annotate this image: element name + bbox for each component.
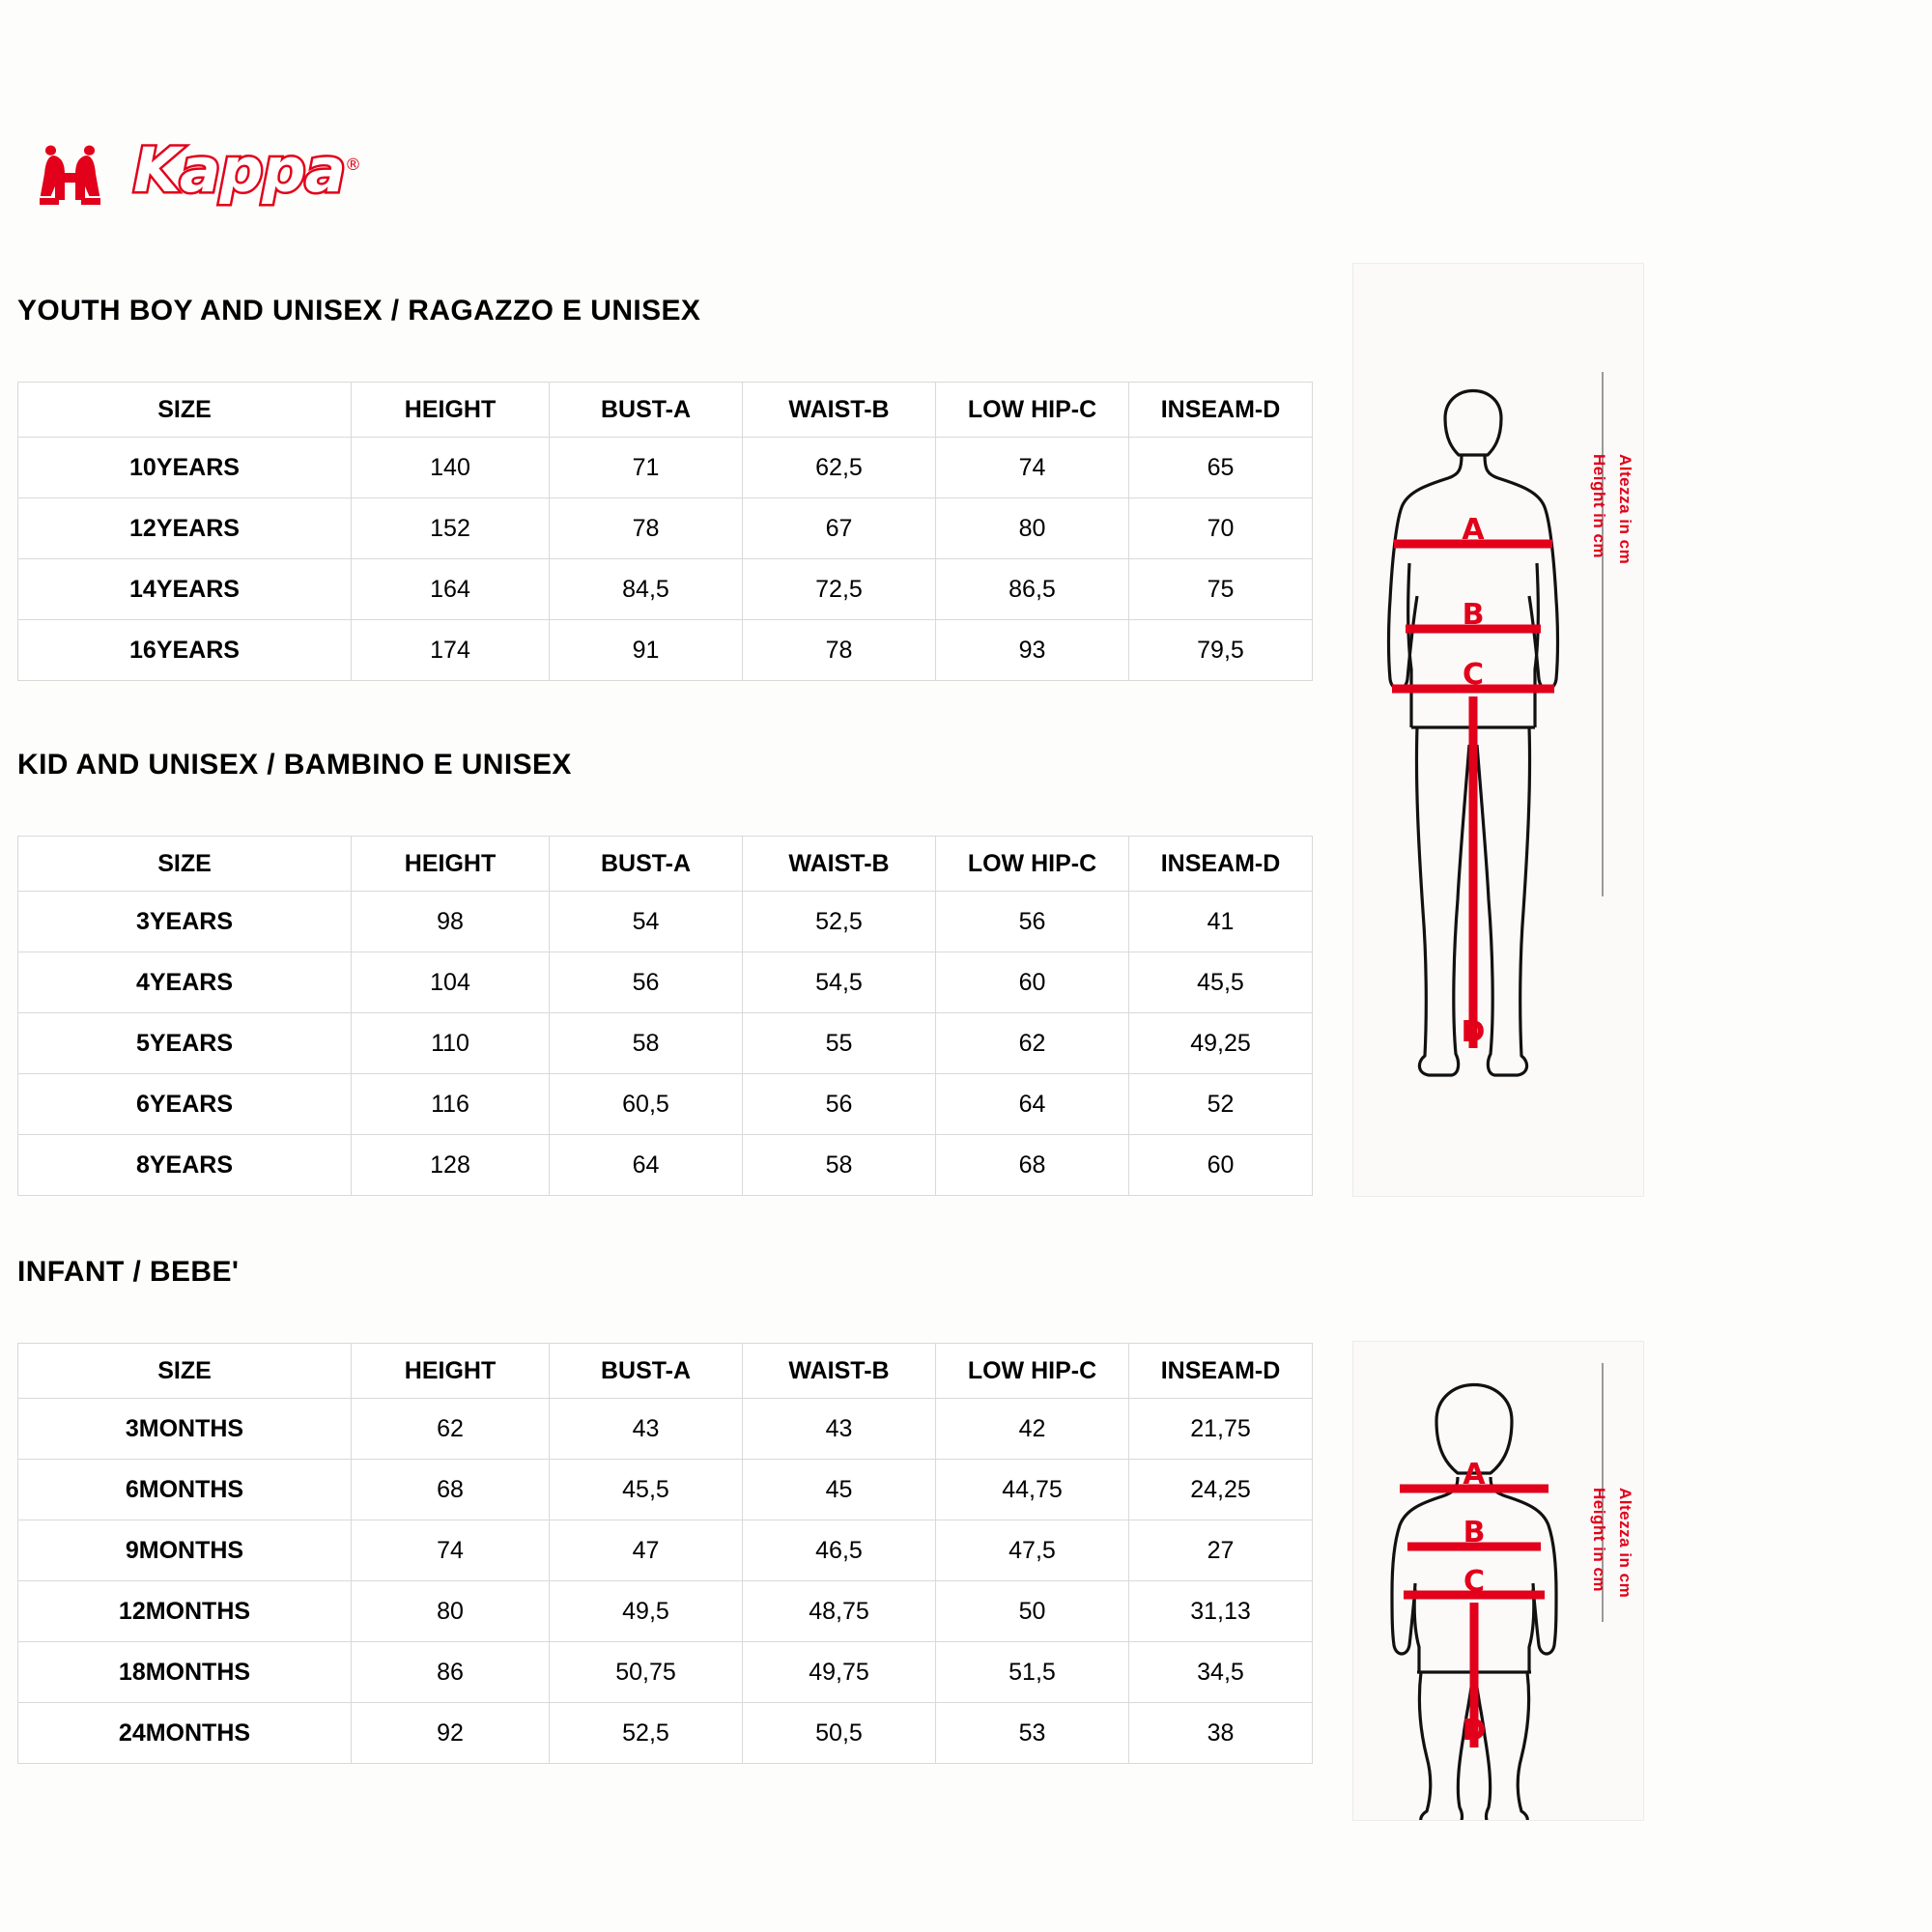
cell-lowhip: 74 — [936, 438, 1129, 498]
cell-waist: 45 — [743, 1460, 936, 1520]
marker-b: B — [1463, 1516, 1486, 1549]
cell-lowhip: 44,75 — [936, 1460, 1129, 1520]
cell-bust: 49,5 — [550, 1581, 743, 1642]
cell-size: 6MONTHS — [18, 1460, 352, 1520]
table-row — [18, 1399, 1313, 1460]
table-row — [18, 1135, 1313, 1196]
cell-size: 3YEARS — [18, 892, 352, 952]
figure-panel-youth — [1352, 263, 1644, 1197]
cell-waist: 67 — [743, 498, 936, 559]
column-header-inseam: INSEAM-D — [1129, 383, 1313, 438]
cell-lowhip: 50 — [936, 1581, 1129, 1642]
cell-height: 86 — [352, 1642, 550, 1703]
cell-waist: 62,5 — [743, 438, 936, 498]
column-header-inseam: INSEAM-D — [1129, 1344, 1313, 1399]
cell-bust: 56 — [550, 952, 743, 1013]
cell-inseam: 49,25 — [1129, 1013, 1313, 1074]
cell-inseam: 24,25 — [1129, 1460, 1313, 1520]
column-header-lowhip: LOW HIP-C — [936, 1344, 1129, 1399]
column-header-waist: WAIST-B — [743, 383, 936, 438]
cell-lowhip: 86,5 — [936, 559, 1129, 620]
column-header-bust: BUST-A — [550, 383, 743, 438]
cell-height: 110 — [352, 1013, 550, 1074]
column-header-height: HEIGHT — [352, 1344, 550, 1399]
cell-bust: 78 — [550, 498, 743, 559]
cell-waist: 48,75 — [743, 1581, 936, 1642]
column-header-size: SIZE — [18, 383, 352, 438]
cell-bust: 71 — [550, 438, 743, 498]
marker-d: D — [1461, 1015, 1486, 1049]
size-table-kid — [17, 836, 1313, 1196]
cell-bust: 43 — [550, 1399, 743, 1460]
column-header-size: SIZE — [18, 1344, 352, 1399]
cell-bust: 47 — [550, 1520, 743, 1581]
cell-lowhip: 80 — [936, 498, 1129, 559]
table-header-row — [18, 1344, 1313, 1399]
column-header-height: HEIGHT — [352, 383, 550, 438]
cell-inseam: 21,75 — [1129, 1399, 1313, 1460]
cell-height: 140 — [352, 438, 550, 498]
cell-size: 24MONTHS — [18, 1703, 352, 1764]
cell-lowhip: 53 — [936, 1703, 1129, 1764]
cell-height: 164 — [352, 559, 550, 620]
cell-lowhip: 68 — [936, 1135, 1129, 1196]
marker-b: B — [1462, 598, 1485, 632]
section-title-infant: INFANT / BEBE' — [17, 1256, 240, 1288]
height-label-it-infant: Altezza in cm — [1616, 1488, 1634, 1599]
cell-size: 4YEARS — [18, 952, 352, 1013]
cell-inseam: 34,5 — [1129, 1642, 1313, 1703]
cell-bust: 91 — [550, 620, 743, 681]
cell-lowhip: 64 — [936, 1074, 1129, 1135]
kappa-omini-logo-icon — [17, 135, 124, 205]
cell-waist: 49,75 — [743, 1642, 936, 1703]
cell-waist: 58 — [743, 1135, 936, 1196]
cell-height: 128 — [352, 1135, 550, 1196]
column-header-height: HEIGHT — [352, 837, 550, 892]
table-header-row — [18, 383, 1313, 438]
table-row — [18, 1074, 1313, 1135]
table-row — [18, 438, 1313, 498]
brand-logo — [17, 135, 360, 205]
registered-mark: ® — [345, 155, 361, 175]
cell-lowhip: 56 — [936, 892, 1129, 952]
cell-lowhip: 93 — [936, 620, 1129, 681]
column-header-waist: WAIST-B — [743, 1344, 936, 1399]
table-row — [18, 1642, 1313, 1703]
cell-inseam: 75 — [1129, 559, 1313, 620]
cell-height: 174 — [352, 620, 550, 681]
cell-size: 14YEARS — [18, 559, 352, 620]
cell-inseam: 41 — [1129, 892, 1313, 952]
cell-waist: 78 — [743, 620, 936, 681]
cell-lowhip: 51,5 — [936, 1642, 1129, 1703]
cell-waist: 72,5 — [743, 559, 936, 620]
brand-name: Kappa — [133, 134, 346, 206]
column-header-size: SIZE — [18, 837, 352, 892]
cell-bust: 45,5 — [550, 1460, 743, 1520]
cell-size: 3MONTHS — [18, 1399, 352, 1460]
cell-size: 5YEARS — [18, 1013, 352, 1074]
table-row — [18, 559, 1313, 620]
height-label-en-youth: Height in cm — [1590, 454, 1608, 559]
cell-size: 10YEARS — [18, 438, 352, 498]
table-row — [18, 498, 1313, 559]
cell-height: 152 — [352, 498, 550, 559]
cell-inseam: 38 — [1129, 1703, 1313, 1764]
column-header-waist: WAIST-B — [743, 837, 936, 892]
table-row — [18, 952, 1313, 1013]
cell-inseam: 31,13 — [1129, 1581, 1313, 1642]
cell-size: 12MONTHS — [18, 1581, 352, 1642]
cell-lowhip: 47,5 — [936, 1520, 1129, 1581]
cell-waist: 56 — [743, 1074, 936, 1135]
cell-bust: 84,5 — [550, 559, 743, 620]
height-label-it-youth: Altezza in cm — [1616, 454, 1634, 565]
cell-height: 74 — [352, 1520, 550, 1581]
cell-bust: 54 — [550, 892, 743, 952]
table-row — [18, 1581, 1313, 1642]
cell-bust: 50,75 — [550, 1642, 743, 1703]
column-header-lowhip: LOW HIP-C — [936, 383, 1129, 438]
section-title-youth: YOUTH BOY AND UNISEX / RAGAZZO E UNISEX — [17, 295, 701, 327]
table-row — [18, 892, 1313, 952]
cell-inseam: 45,5 — [1129, 952, 1313, 1013]
cell-height: 62 — [352, 1399, 550, 1460]
cell-height: 80 — [352, 1581, 550, 1642]
cell-bust: 60,5 — [550, 1074, 743, 1135]
cell-bust: 58 — [550, 1013, 743, 1074]
size-table-infant — [17, 1343, 1313, 1764]
cell-inseam: 70 — [1129, 498, 1313, 559]
cell-size: 6YEARS — [18, 1074, 352, 1135]
cell-bust: 52,5 — [550, 1703, 743, 1764]
cell-inseam: 79,5 — [1129, 620, 1313, 681]
cell-waist: 52,5 — [743, 892, 936, 952]
marker-c: C — [1463, 1565, 1486, 1599]
size-table-youth — [17, 382, 1313, 681]
section-title-kid: KID AND UNISEX / BAMBINO E UNISEX — [17, 749, 572, 781]
cell-inseam: 65 — [1129, 438, 1313, 498]
column-header-bust: BUST-A — [550, 1344, 743, 1399]
cell-size: 12YEARS — [18, 498, 352, 559]
column-header-lowhip: LOW HIP-C — [936, 837, 1129, 892]
cell-waist: 55 — [743, 1013, 936, 1074]
column-header-bust: BUST-A — [550, 837, 743, 892]
youth-body-measurement-figure — [1353, 264, 1643, 1196]
cell-height: 116 — [352, 1074, 550, 1135]
cell-size: 16YEARS — [18, 620, 352, 681]
table-row — [18, 620, 1313, 681]
cell-lowhip: 42 — [936, 1399, 1129, 1460]
cell-size: 18MONTHS — [18, 1642, 352, 1703]
marker-c: C — [1462, 658, 1485, 692]
cell-lowhip: 62 — [936, 1013, 1129, 1074]
cell-inseam: 27 — [1129, 1520, 1313, 1581]
cell-inseam: 60 — [1129, 1135, 1313, 1196]
cell-lowhip: 60 — [936, 952, 1129, 1013]
cell-height: 92 — [352, 1703, 550, 1764]
cell-waist: 43 — [743, 1399, 936, 1460]
column-header-inseam: INSEAM-D — [1129, 837, 1313, 892]
cell-height: 104 — [352, 952, 550, 1013]
marker-d: D — [1462, 1714, 1487, 1747]
cell-height: 68 — [352, 1460, 550, 1520]
height-label-en-infant: Height in cm — [1590, 1488, 1608, 1593]
table-row — [18, 1703, 1313, 1764]
cell-bust: 64 — [550, 1135, 743, 1196]
table-row — [18, 1460, 1313, 1520]
table-row — [18, 1520, 1313, 1581]
cell-height: 98 — [352, 892, 550, 952]
cell-inseam: 52 — [1129, 1074, 1313, 1135]
marker-a: A — [1463, 1458, 1486, 1492]
cell-waist: 46,5 — [743, 1520, 936, 1581]
cell-waist: 50,5 — [743, 1703, 936, 1764]
cell-waist: 54,5 — [743, 952, 936, 1013]
cell-size: 9MONTHS — [18, 1520, 352, 1581]
table-row — [18, 1013, 1313, 1074]
table-header-row — [18, 837, 1313, 892]
cell-size: 8YEARS — [18, 1135, 352, 1196]
brand-wordmark — [133, 134, 361, 206]
marker-a: A — [1462, 513, 1485, 547]
